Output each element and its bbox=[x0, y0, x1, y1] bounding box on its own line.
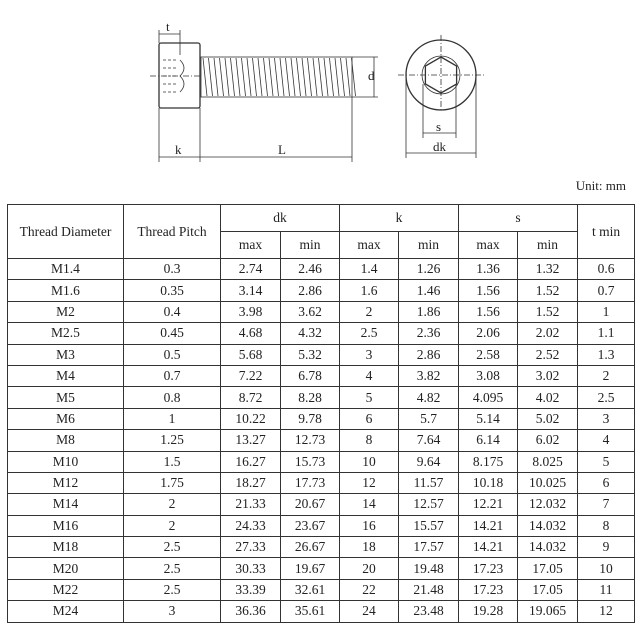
cell-dk-max: 30.33 bbox=[221, 558, 281, 579]
cell-thread-pitch: 2 bbox=[124, 515, 221, 536]
cell-dk-min: 9.78 bbox=[281, 408, 340, 429]
header-thread-pitch: Thread Pitch bbox=[124, 205, 221, 259]
cell-s-max: 1.56 bbox=[459, 301, 518, 322]
cell-k-min: 1.86 bbox=[399, 301, 459, 322]
thread-line bbox=[275, 58, 279, 96]
thread-line bbox=[280, 58, 284, 96]
cell-thread-pitch: 2.5 bbox=[124, 579, 221, 600]
cell-dk-max: 4.68 bbox=[221, 323, 281, 344]
cell-thread-diameter: M18 bbox=[8, 537, 124, 558]
table-row bbox=[8, 601, 635, 622]
cell-k-max: 22 bbox=[340, 579, 399, 600]
cell-s-min: 14.032 bbox=[518, 515, 578, 536]
cell-k-max: 1.6 bbox=[340, 280, 399, 301]
cell-thread-diameter: M24 bbox=[8, 601, 124, 622]
cell-thread-diameter: M3 bbox=[8, 344, 124, 365]
label-L: L bbox=[278, 142, 286, 157]
table-row bbox=[8, 387, 635, 408]
cell-s-max: 2.06 bbox=[459, 323, 518, 344]
cell-thread-pitch: 0.45 bbox=[124, 323, 221, 344]
cell-s-max: 14.21 bbox=[459, 537, 518, 558]
thread-line bbox=[236, 58, 240, 96]
cell-s-max: 8.175 bbox=[459, 451, 518, 472]
cell-t-min: 0.6 bbox=[578, 259, 635, 280]
cell-dk-max: 27.33 bbox=[221, 537, 281, 558]
cell-k-max: 3 bbox=[340, 344, 399, 365]
cell-dk-max: 5.68 bbox=[221, 344, 281, 365]
header-k: k bbox=[340, 205, 459, 232]
thread-line bbox=[209, 58, 213, 96]
thread-line bbox=[258, 58, 262, 96]
thread-line bbox=[203, 58, 207, 96]
cell-s-min: 6.02 bbox=[518, 430, 578, 451]
header-t-min: t min bbox=[578, 205, 635, 259]
header-dk-min: min bbox=[281, 232, 340, 259]
thread-line bbox=[264, 58, 268, 96]
header-k-max: max bbox=[340, 232, 399, 259]
thread-line bbox=[341, 58, 345, 96]
cell-t-min: 2.5 bbox=[578, 387, 635, 408]
cell-thread-diameter: M6 bbox=[8, 408, 124, 429]
cell-s-min: 1.52 bbox=[518, 301, 578, 322]
cell-dk-min: 6.78 bbox=[281, 365, 340, 386]
label-d: d bbox=[368, 68, 375, 83]
cell-t-min: 4 bbox=[578, 430, 635, 451]
table-row bbox=[8, 494, 635, 515]
thread-line bbox=[247, 58, 251, 96]
cell-s-min: 10.025 bbox=[518, 472, 578, 493]
table-row bbox=[8, 430, 635, 451]
cell-dk-max: 8.72 bbox=[221, 387, 281, 408]
cell-k-max: 20 bbox=[340, 558, 399, 579]
cell-thread-diameter: M20 bbox=[8, 558, 124, 579]
table-row bbox=[8, 301, 635, 322]
cell-dk-min: 12.73 bbox=[281, 430, 340, 451]
table-row bbox=[8, 579, 635, 600]
cell-s-max: 1.56 bbox=[459, 280, 518, 301]
cell-dk-min: 2.86 bbox=[281, 280, 340, 301]
cell-t-min: 0.7 bbox=[578, 280, 635, 301]
cell-dk-min: 20.67 bbox=[281, 494, 340, 515]
cell-dk-max: 21.33 bbox=[221, 494, 281, 515]
cell-thread-diameter: M1.6 bbox=[8, 280, 124, 301]
cell-t-min: 3 bbox=[578, 408, 635, 429]
cell-k-max: 10 bbox=[340, 451, 399, 472]
cell-s-min: 19.065 bbox=[518, 601, 578, 622]
cell-k-min: 1.46 bbox=[399, 280, 459, 301]
header-s-min: min bbox=[518, 232, 578, 259]
table-row bbox=[8, 280, 635, 301]
cell-thread-diameter: M22 bbox=[8, 579, 124, 600]
cell-s-min: 5.02 bbox=[518, 408, 578, 429]
cell-s-max: 14.21 bbox=[459, 515, 518, 536]
cell-s-max: 1.36 bbox=[459, 259, 518, 280]
cell-k-max: 4 bbox=[340, 365, 399, 386]
cell-k-min: 9.64 bbox=[399, 451, 459, 472]
cell-thread-pitch: 0.5 bbox=[124, 344, 221, 365]
header-k-min: min bbox=[399, 232, 459, 259]
cell-t-min: 2 bbox=[578, 365, 635, 386]
cell-t-min: 12 bbox=[578, 601, 635, 622]
thread-line bbox=[253, 58, 257, 96]
cell-dk-min: 2.46 bbox=[281, 259, 340, 280]
cell-t-min: 7 bbox=[578, 494, 635, 515]
cell-k-min: 5.7 bbox=[399, 408, 459, 429]
cell-dk-max: 7.22 bbox=[221, 365, 281, 386]
table-body bbox=[8, 259, 635, 623]
cell-s-min: 17.05 bbox=[518, 558, 578, 579]
screw-side-view bbox=[150, 30, 378, 162]
cell-s-max: 17.23 bbox=[459, 558, 518, 579]
cell-thread-pitch: 2.5 bbox=[124, 558, 221, 579]
cell-thread-diameter: M5 bbox=[8, 387, 124, 408]
cell-s-max: 19.28 bbox=[459, 601, 518, 622]
cell-thread-diameter: M12 bbox=[8, 472, 124, 493]
cell-k-max: 6 bbox=[340, 408, 399, 429]
cell-k-max: 18 bbox=[340, 537, 399, 558]
cell-thread-diameter: M2.5 bbox=[8, 323, 124, 344]
cell-k-max: 24 bbox=[340, 601, 399, 622]
table-row bbox=[8, 259, 635, 280]
cell-s-min: 12.032 bbox=[518, 494, 578, 515]
cell-dk-min: 3.62 bbox=[281, 301, 340, 322]
cell-dk-min: 26.67 bbox=[281, 537, 340, 558]
cell-k-min: 21.48 bbox=[399, 579, 459, 600]
thread-line bbox=[302, 58, 306, 96]
thread-line bbox=[330, 58, 334, 96]
cell-thread-diameter: M1.4 bbox=[8, 259, 124, 280]
screw-dimension-table bbox=[7, 204, 635, 623]
cell-k-min: 11.57 bbox=[399, 472, 459, 493]
cell-s-max: 6.14 bbox=[459, 430, 518, 451]
cell-dk-max: 33.39 bbox=[221, 579, 281, 600]
cell-thread-pitch: 2.5 bbox=[124, 537, 221, 558]
cell-dk-min: 35.61 bbox=[281, 601, 340, 622]
cell-dk-max: 36.36 bbox=[221, 601, 281, 622]
thread-line bbox=[319, 58, 323, 96]
cell-thread-pitch: 2 bbox=[124, 494, 221, 515]
cell-t-min: 10 bbox=[578, 558, 635, 579]
thread-line bbox=[324, 58, 328, 96]
cell-t-min: 11 bbox=[578, 579, 635, 600]
cell-dk-max: 3.14 bbox=[221, 280, 281, 301]
thread-line bbox=[225, 58, 229, 96]
header-thread-diameter: Thread Diameter bbox=[8, 205, 124, 259]
cell-k-max: 12 bbox=[340, 472, 399, 493]
thread-line bbox=[335, 58, 339, 96]
cell-dk-min: 15.73 bbox=[281, 451, 340, 472]
cell-dk-max: 2.74 bbox=[221, 259, 281, 280]
cell-s-min: 3.02 bbox=[518, 365, 578, 386]
cell-thread-diameter: M14 bbox=[8, 494, 124, 515]
cell-k-min: 2.36 bbox=[399, 323, 459, 344]
cell-dk-min: 5.32 bbox=[281, 344, 340, 365]
header-s-max: max bbox=[459, 232, 518, 259]
cell-thread-pitch: 1.75 bbox=[124, 472, 221, 493]
cell-thread-pitch: 0.35 bbox=[124, 280, 221, 301]
header-dk: dk bbox=[221, 205, 340, 232]
cell-dk-min: 8.28 bbox=[281, 387, 340, 408]
table-row bbox=[8, 451, 635, 472]
cell-s-min: 14.032 bbox=[518, 537, 578, 558]
cell-dk-max: 16.27 bbox=[221, 451, 281, 472]
cell-k-min: 1.26 bbox=[399, 259, 459, 280]
cell-dk-max: 24.33 bbox=[221, 515, 281, 536]
cell-k-max: 14 bbox=[340, 494, 399, 515]
cell-s-max: 5.14 bbox=[459, 408, 518, 429]
cell-s-max: 17.23 bbox=[459, 579, 518, 600]
cell-k-min: 2.86 bbox=[399, 344, 459, 365]
label-s: s bbox=[436, 119, 442, 134]
cell-k-min: 4.82 bbox=[399, 387, 459, 408]
cell-k-min: 3.82 bbox=[399, 365, 459, 386]
thread-line bbox=[297, 58, 301, 96]
cell-thread-diameter: M10 bbox=[8, 451, 124, 472]
cell-dk-max: 10.22 bbox=[221, 408, 281, 429]
cell-k-min: 12.57 bbox=[399, 494, 459, 515]
table-row bbox=[8, 472, 635, 493]
cell-k-min: 17.57 bbox=[399, 537, 459, 558]
cell-k-min: 15.57 bbox=[399, 515, 459, 536]
thread-line bbox=[220, 58, 224, 96]
cell-k-max: 16 bbox=[340, 515, 399, 536]
thread-line bbox=[308, 58, 312, 96]
cell-thread-pitch: 0.4 bbox=[124, 301, 221, 322]
cell-thread-pitch: 0.8 bbox=[124, 387, 221, 408]
cell-s-min: 2.52 bbox=[518, 344, 578, 365]
cell-s-min: 8.025 bbox=[518, 451, 578, 472]
cell-k-max: 2.5 bbox=[340, 323, 399, 344]
screw-dimension-diagram bbox=[0, 0, 640, 175]
unit-label: Unit: mm bbox=[575, 178, 626, 193]
cell-thread-pitch: 0.3 bbox=[124, 259, 221, 280]
thread-line bbox=[231, 58, 235, 96]
thread-line bbox=[313, 58, 317, 96]
cell-t-min: 1.1 bbox=[578, 323, 635, 344]
table-row bbox=[8, 365, 635, 386]
cell-k-max: 8 bbox=[340, 430, 399, 451]
cell-s-min: 1.32 bbox=[518, 259, 578, 280]
thread-line bbox=[269, 58, 273, 96]
cell-thread-diameter: M2 bbox=[8, 301, 124, 322]
cell-thread-pitch: 1.25 bbox=[124, 430, 221, 451]
table-row bbox=[8, 558, 635, 579]
table-row bbox=[8, 344, 635, 365]
cell-dk-min: 19.67 bbox=[281, 558, 340, 579]
cell-s-max: 4.095 bbox=[459, 387, 518, 408]
cell-s-min: 17.05 bbox=[518, 579, 578, 600]
cell-s-max: 10.18 bbox=[459, 472, 518, 493]
table-row bbox=[8, 408, 635, 429]
thread-line bbox=[242, 58, 246, 96]
table-row bbox=[8, 323, 635, 344]
cell-thread-diameter: M16 bbox=[8, 515, 124, 536]
cell-k-min: 7.64 bbox=[399, 430, 459, 451]
cell-t-min: 5 bbox=[578, 451, 635, 472]
cell-thread-pitch: 0.7 bbox=[124, 365, 221, 386]
cell-t-min: 9 bbox=[578, 537, 635, 558]
cell-s-max: 3.08 bbox=[459, 365, 518, 386]
cell-thread-pitch: 1.5 bbox=[124, 451, 221, 472]
label-dk: dk bbox=[433, 139, 446, 154]
cell-k-max: 2 bbox=[340, 301, 399, 322]
cell-t-min: 8 bbox=[578, 515, 635, 536]
cell-dk-min: 32.61 bbox=[281, 579, 340, 600]
cell-s-min: 2.02 bbox=[518, 323, 578, 344]
cell-dk-max: 18.27 bbox=[221, 472, 281, 493]
thread-line bbox=[291, 58, 295, 96]
cell-dk-min: 4.32 bbox=[281, 323, 340, 344]
cell-thread-pitch: 3 bbox=[124, 601, 221, 622]
cell-k-min: 23.48 bbox=[399, 601, 459, 622]
thread-line bbox=[214, 58, 218, 96]
cell-s-min: 1.52 bbox=[518, 280, 578, 301]
cell-dk-min: 17.73 bbox=[281, 472, 340, 493]
cell-s-min: 4.02 bbox=[518, 387, 578, 408]
table-row bbox=[8, 537, 635, 558]
cell-k-max: 1.4 bbox=[340, 259, 399, 280]
cell-t-min: 1 bbox=[578, 301, 635, 322]
cell-dk-max: 13.27 bbox=[221, 430, 281, 451]
thread-line bbox=[286, 58, 290, 96]
cell-thread-pitch: 1 bbox=[124, 408, 221, 429]
header-s: s bbox=[459, 205, 578, 232]
header-dk-max: max bbox=[221, 232, 281, 259]
label-t: t bbox=[166, 19, 170, 34]
cell-t-min: 1.3 bbox=[578, 344, 635, 365]
cell-t-min: 6 bbox=[578, 472, 635, 493]
cell-s-max: 12.21 bbox=[459, 494, 518, 515]
table-row bbox=[8, 515, 635, 536]
cell-thread-diameter: M8 bbox=[8, 430, 124, 451]
cell-dk-min: 23.67 bbox=[281, 515, 340, 536]
cell-k-min: 19.48 bbox=[399, 558, 459, 579]
thread-line bbox=[346, 58, 350, 96]
cell-k-max: 5 bbox=[340, 387, 399, 408]
label-k: k bbox=[175, 142, 182, 157]
cell-s-max: 2.58 bbox=[459, 344, 518, 365]
cell-dk-max: 3.98 bbox=[221, 301, 281, 322]
cell-thread-diameter: M4 bbox=[8, 365, 124, 386]
